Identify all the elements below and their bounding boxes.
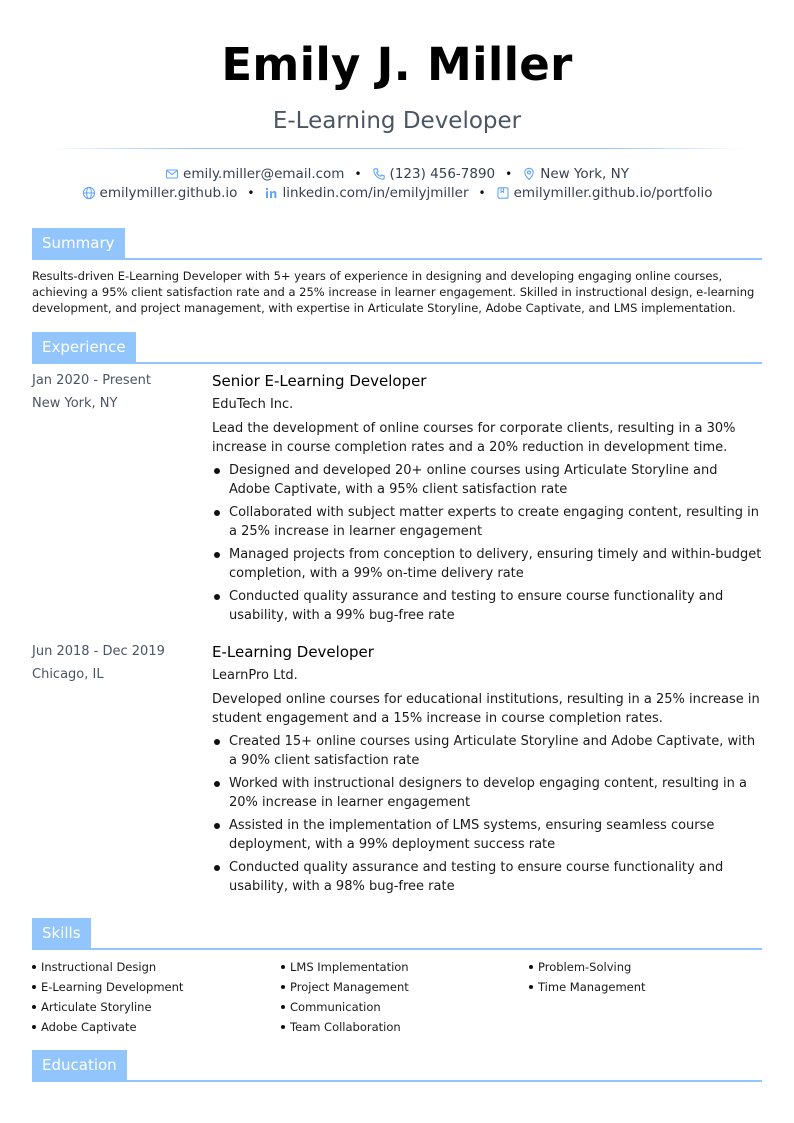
contact-linkedin[interactable] <box>264 185 468 201</box>
bullet-dot-icon <box>529 985 533 989</box>
job-details <box>212 373 762 629</box>
section-title-experience: Experience <box>32 332 136 362</box>
skill-text: Communication <box>290 1000 381 1014</box>
job-company: LearnPro Ltd. <box>212 668 298 683</box>
contact-location <box>522 166 629 182</box>
bullet-dot-icon <box>32 985 36 989</box>
mail-icon <box>165 167 179 181</box>
skills-column <box>32 957 272 1037</box>
section-title-education: Education <box>32 1050 127 1080</box>
portfolio-text: emilymiller.github.io/portfolio <box>513 185 713 201</box>
contact-email[interactable] <box>165 166 344 182</box>
contact-portfolio[interactable] <box>496 185 713 201</box>
bullet-text: Conducted quality assurance and testing to ensure course functionality and usability, with a 98% bug-free rate <box>229 860 724 894</box>
website-text: emilymiller.github.io <box>99 185 238 201</box>
job-description: Lead the development of online courses for corporate clients, resulting in a 30% increase in course completion rates and a 20% reduction in development time. <box>212 421 736 455</box>
job-bullet <box>212 587 762 625</box>
contact-row-primary <box>0 166 794 182</box>
skill-item <box>281 997 521 1017</box>
skill-item <box>281 957 521 977</box>
job-bullet <box>212 503 762 541</box>
job-details <box>212 644 762 900</box>
skills-column <box>529 957 769 997</box>
globe-icon <box>82 186 96 200</box>
skill-text: E-Learning Development <box>41 980 184 994</box>
bullet-dot-icon <box>214 594 220 600</box>
job-company: EduTech Inc. <box>212 397 294 412</box>
job-bullet <box>212 732 762 770</box>
skill-item <box>32 977 272 997</box>
bullet-dot-icon <box>281 985 285 989</box>
job-bullets <box>212 461 762 625</box>
summary-section-header <box>32 228 762 260</box>
job-bullet <box>212 461 762 499</box>
phone-icon <box>372 167 386 181</box>
bullet-text: Managed projects from conception to delivery, ensuring timely and within-budget completion, with a 99% on-time delivery rate <box>229 547 762 581</box>
bullet-text: Collaborated with subject matter experts to create engaging content, resulting in a 25% increase in learner engagement <box>229 505 759 539</box>
skill-item <box>529 957 769 977</box>
bullet-dot-icon <box>281 1005 285 1009</box>
experience-section-header <box>32 332 762 364</box>
contact-separator: • <box>478 186 486 200</box>
skill-text: Time Management <box>538 980 646 994</box>
bullet-dot-icon <box>214 823 220 829</box>
contact-row-secondary <box>0 185 794 201</box>
bullet-text: Worked with instructional designers to develop engaging content, resulting in a 20% increase in learner engagement <box>229 776 748 810</box>
linkedin-text: linkedin.com/in/emilyjmiller <box>282 185 469 201</box>
skill-text: Articulate Storyline <box>41 1000 152 1014</box>
candidate-name: Emily J. Miller <box>221 38 573 91</box>
bullet-dot-icon <box>281 1025 285 1029</box>
job-dates: Jun 2018 - Dec 2019 <box>32 644 165 659</box>
bullet-dot-icon <box>529 965 533 969</box>
skill-item <box>32 997 272 1017</box>
bullet-dot-icon <box>32 965 36 969</box>
section-rule <box>32 362 762 364</box>
bullet-dot-icon <box>214 510 220 516</box>
contact-separator: • <box>505 167 513 181</box>
job-location: New York, NY <box>32 396 118 411</box>
job-title: E-Learning Developer <box>212 643 374 661</box>
skill-item <box>281 977 521 997</box>
bullet-text: Assisted in the implementation of LMS systems, ensuring seamless course deployment, with a 99% deployment success rate <box>229 818 715 852</box>
job-description: Developed online courses for educational institutions, resulting in a 25% increase in student engagement and a 15% increase in course completion rates. <box>212 692 760 726</box>
bullet-text: Designed and developed 20+ online courses using Articulate Storyline and Adobe Captivate, with a 95% client satisfaction rate <box>229 463 718 497</box>
summary-text: Results-driven E-Learning Developer with 5+ years of experience in designing and developing engaging online courses, achieving a 95% client satisfaction rate and a 25% increase in learner engagement. Skilled in instructional design, e-learning development, and project management, with expertise in Articulate Storyline, Adobe Captivate, and LMS implementation. <box>32 269 755 315</box>
portfolio-icon <box>496 186 510 200</box>
skill-item <box>32 1017 272 1037</box>
skill-item <box>32 957 272 977</box>
section-rule <box>32 948 762 950</box>
contact-phone[interactable] <box>372 166 496 182</box>
bullet-text: Conducted quality assurance and testing to ensure course functionality and usability, with a 99% bug-free rate <box>229 589 724 623</box>
contact-separator: • <box>247 186 255 200</box>
skill-text: LMS Implementation <box>290 960 409 974</box>
job-bullet <box>212 545 762 583</box>
map-pin-icon <box>522 167 536 181</box>
bullet-dot-icon <box>214 739 220 745</box>
section-rule <box>32 258 762 260</box>
bullet-dot-icon <box>214 468 220 474</box>
job-bullet <box>212 816 762 854</box>
bullet-dot-icon <box>214 552 220 558</box>
bullet-dot-icon <box>32 1025 36 1029</box>
skill-item <box>529 977 769 997</box>
skills-column <box>281 957 521 1037</box>
job-role: E-Learning Developer <box>272 108 522 134</box>
section-title-summary: Summary <box>32 228 125 258</box>
bullet-dot-icon <box>214 781 220 787</box>
linkedin-icon <box>264 186 278 200</box>
email-text: emily.miller@email.com <box>183 166 345 182</box>
skill-text: Problem-Solving <box>538 960 632 974</box>
job-bullets <box>212 732 762 896</box>
bullet-dot-icon <box>32 1005 36 1009</box>
bullet-dot-icon <box>281 965 285 969</box>
contact-website[interactable] <box>82 185 238 201</box>
location-text: New York, NY <box>540 166 629 182</box>
skills-section-header <box>32 918 762 950</box>
skill-item <box>281 1017 521 1037</box>
phone-text: (123) 456-7890 <box>389 166 496 182</box>
job-title: Senior E-Learning Developer <box>212 372 427 390</box>
bullet-text: Created 15+ online courses using Articulate Storyline and Adobe Captivate, with a 90% client satisfaction rate <box>229 734 756 768</box>
job-bullet <box>212 858 762 896</box>
skill-text: Adobe Captivate <box>41 1020 137 1034</box>
job-dates: Jan 2020 - Present <box>32 373 151 388</box>
job-bullet <box>212 774 762 812</box>
bullet-dot-icon <box>214 865 220 871</box>
skill-text: Team Collaboration <box>290 1020 401 1034</box>
job-location: Chicago, IL <box>32 667 104 682</box>
section-title-skills: Skills <box>32 918 91 948</box>
education-section-header <box>32 1050 762 1082</box>
contact-separator: • <box>354 167 362 181</box>
skill-text: Instructional Design <box>41 960 157 974</box>
skill-text: Project Management <box>290 980 409 994</box>
section-rule <box>32 1080 762 1082</box>
header-divider <box>47 148 747 149</box>
